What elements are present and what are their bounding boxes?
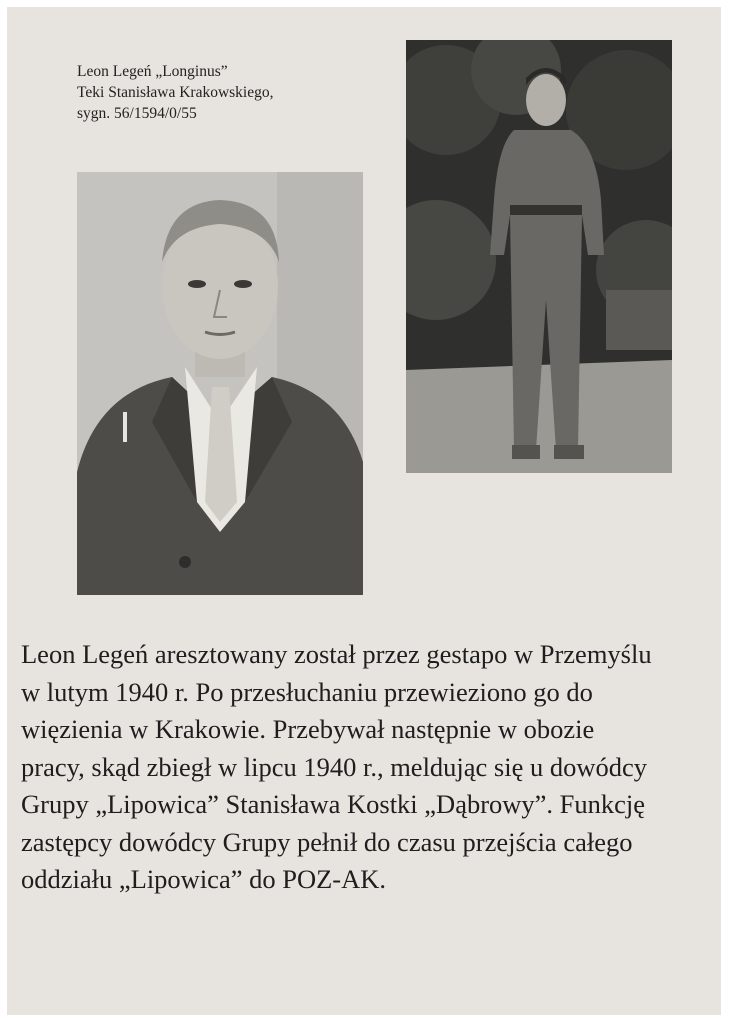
document-panel: [7, 7, 721, 1015]
biography-text: [21, 636, 721, 899]
portrait-photo-icon: [77, 172, 363, 595]
body-line: więzienia w Krakowie. Przebywał następnie w obozie: [21, 714, 595, 744]
body-line: w lutym 1940 r. Po przesłuchaniu przewieziono go do: [21, 676, 593, 707]
standing-man-photo-icon: [406, 40, 672, 473]
photo-caption: [77, 61, 274, 124]
body-line: oddziału „Lipowica” do POZ-AK.: [21, 864, 387, 894]
body-line: zastępcy dowódcy Grupy pełnił do czasu przejścia całego: [21, 826, 633, 857]
caption-line-signature: sygn. 56/1594/0/55: [77, 105, 197, 122]
caption-line-name: Leon Legeń „Longinus”: [77, 63, 228, 80]
caption-line-source: Teki Stanisława Krakowskiego,: [77, 84, 274, 101]
body-line: Leon Legeń aresztowany został przez gestapo w Przemyślu: [21, 639, 652, 669]
standing-photo: [406, 40, 672, 473]
body-line: pracy, skąd zbiegł w lipcu 1940 r., meldując się u dowódcy: [21, 751, 648, 782]
body-line: Grupy „Lipowica” Stanisława Kostki „Dąbrowy”. Funkcję: [21, 789, 646, 819]
portrait-photo: [77, 172, 363, 595]
